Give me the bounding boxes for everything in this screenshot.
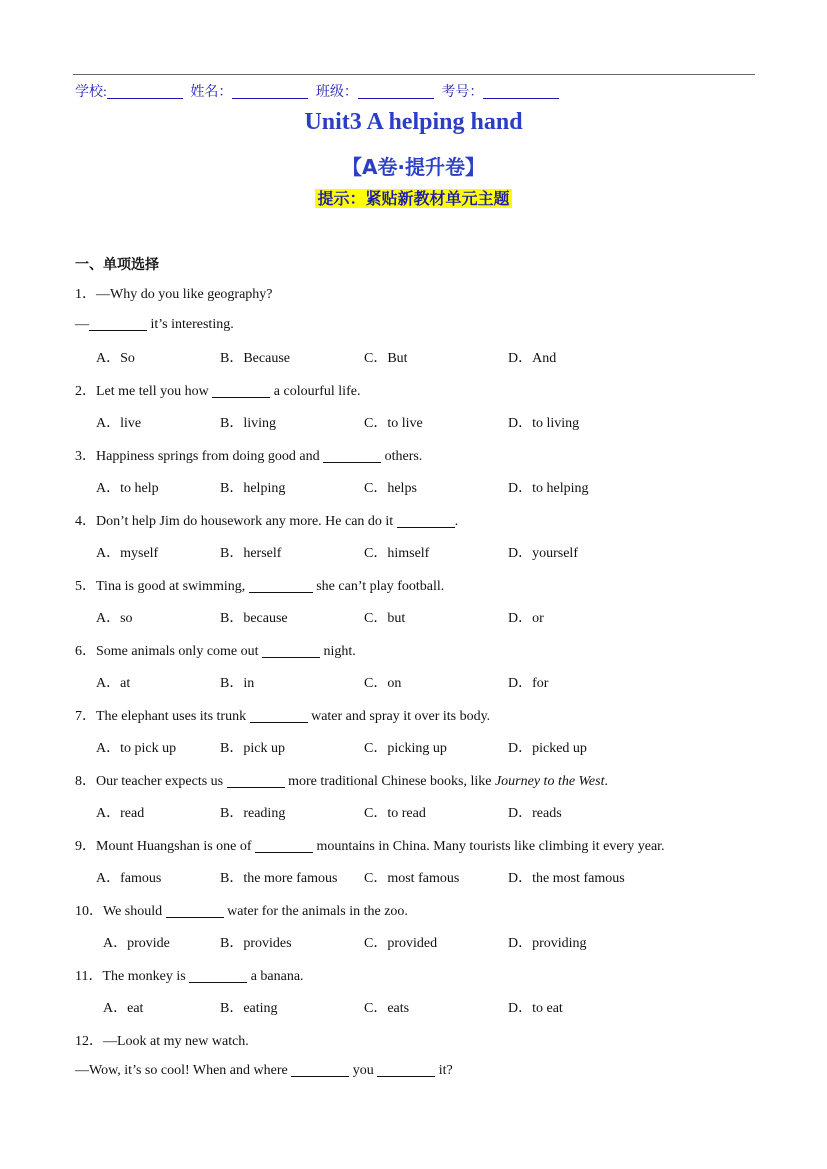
option-b[interactable]: B．in bbox=[220, 676, 255, 691]
question-number: 10． bbox=[75, 904, 103, 919]
option-d[interactable]: D．to living bbox=[508, 416, 580, 431]
question-text: water for the animals in the zoo. bbox=[223, 904, 408, 919]
question-text: you bbox=[349, 1063, 378, 1078]
answer-blank[interactable] bbox=[227, 773, 285, 788]
answer-blank[interactable] bbox=[377, 1062, 435, 1077]
question-number: 8． bbox=[75, 774, 96, 789]
page-title: Unit3 A helping hand bbox=[304, 109, 523, 135]
option-c[interactable]: C．eats bbox=[364, 1001, 410, 1016]
option-b[interactable]: B．the more famous bbox=[220, 871, 338, 886]
exam-no-blank[interactable] bbox=[483, 84, 559, 99]
class-blank[interactable] bbox=[358, 84, 434, 99]
option-b[interactable]: B．herself bbox=[220, 546, 282, 561]
option-a[interactable]: A．read bbox=[96, 806, 145, 821]
question-text: — bbox=[75, 317, 89, 332]
question-text: it? bbox=[435, 1063, 453, 1078]
question-text: Tina is good at swimming, bbox=[96, 579, 249, 594]
student-info-line bbox=[75, 81, 563, 101]
option-b[interactable]: B．living bbox=[220, 416, 277, 431]
option-a[interactable]: A．So bbox=[96, 351, 135, 366]
option-b[interactable]: B．helping bbox=[220, 481, 286, 496]
page-subtitle: 【A卷·提升卷】 bbox=[341, 155, 486, 179]
question-number: 7． bbox=[75, 709, 96, 724]
option-c[interactable]: C．But bbox=[364, 351, 408, 366]
answer-blank[interactable] bbox=[249, 578, 313, 593]
option-c[interactable]: C．but bbox=[364, 611, 406, 626]
answer-blank[interactable] bbox=[291, 1062, 349, 1077]
option-d[interactable]: D．to eat bbox=[508, 1001, 563, 1016]
option-a[interactable]: A．eat bbox=[103, 1001, 144, 1016]
question-number: 6． bbox=[75, 644, 96, 659]
question-7 bbox=[75, 705, 490, 725]
option-a[interactable]: A．myself bbox=[96, 546, 159, 561]
option-d[interactable]: D．And bbox=[508, 351, 557, 366]
option-d[interactable]: D．for bbox=[508, 676, 549, 691]
option-a[interactable]: A．to pick up bbox=[96, 741, 177, 756]
option-d[interactable]: D．the most famous bbox=[508, 871, 625, 886]
question-1 bbox=[75, 283, 273, 303]
question-text: a banana. bbox=[247, 969, 304, 984]
question-6 bbox=[75, 640, 356, 660]
question-8 bbox=[75, 770, 608, 790]
option-c[interactable]: C．to live bbox=[364, 416, 423, 431]
question-10 bbox=[75, 900, 408, 920]
question-text: Some animals only come out bbox=[96, 644, 263, 659]
question-2 bbox=[75, 380, 360, 400]
option-a[interactable]: A．so bbox=[96, 611, 133, 626]
option-c[interactable]: C．on bbox=[364, 676, 402, 691]
question-5 bbox=[75, 575, 444, 595]
answer-blank[interactable] bbox=[262, 643, 320, 658]
question-text: . bbox=[454, 514, 459, 529]
question-text: night. bbox=[320, 644, 356, 659]
option-c[interactable]: C．provided bbox=[364, 936, 438, 951]
question-text: Mount Huangshan is one of bbox=[96, 839, 256, 854]
question-number: 2． bbox=[75, 384, 96, 399]
answer-blank[interactable] bbox=[255, 838, 313, 853]
question-12 bbox=[75, 1030, 249, 1050]
question-text: mountains in China. Many tourists like climbing it every year. bbox=[313, 839, 665, 854]
option-b[interactable]: B．because bbox=[220, 611, 288, 626]
option-d[interactable]: D．or bbox=[508, 611, 544, 626]
question-text: water and spray it over its body. bbox=[307, 709, 491, 724]
question-text: The monkey is bbox=[102, 969, 190, 984]
option-c[interactable]: C．helps bbox=[364, 481, 417, 496]
option-c[interactable]: C．to read bbox=[364, 806, 426, 821]
option-a[interactable]: A．live bbox=[96, 416, 142, 431]
option-b[interactable]: B．reading bbox=[220, 806, 286, 821]
hint-banner bbox=[0, 186, 827, 209]
question-text: . bbox=[604, 774, 608, 789]
option-d[interactable]: D．picked up bbox=[508, 741, 587, 756]
question-text: Happiness springs from doing good and bbox=[96, 449, 324, 464]
question-text: a colourful life. bbox=[270, 384, 361, 399]
question-number: 12． bbox=[75, 1034, 103, 1049]
question-text: others. bbox=[381, 449, 423, 464]
question-text: —Look at my new watch. bbox=[103, 1034, 249, 1049]
answer-blank[interactable] bbox=[250, 708, 308, 723]
answer-blank[interactable] bbox=[189, 968, 247, 983]
option-c[interactable]: C．picking up bbox=[364, 741, 447, 756]
question-text: Let me tell you how bbox=[96, 384, 213, 399]
exam-no-label: 考号： bbox=[441, 85, 484, 100]
school-label: 学校: bbox=[75, 85, 107, 100]
question-text: We should bbox=[103, 904, 166, 919]
question-text: more traditional Chinese books, like bbox=[284, 774, 495, 789]
book-title: Journey to the West bbox=[494, 774, 605, 789]
question-number: 5． bbox=[75, 579, 96, 594]
option-d[interactable]: D．to helping bbox=[508, 481, 589, 496]
question-text: The elephant uses its trunk bbox=[96, 709, 250, 724]
school-blank[interactable] bbox=[107, 84, 183, 99]
answer-blank[interactable] bbox=[323, 448, 381, 463]
option-b[interactable]: B．provides bbox=[220, 936, 292, 951]
question-11 bbox=[75, 965, 304, 985]
option-a[interactable]: A．famous bbox=[96, 871, 162, 886]
name-blank[interactable] bbox=[232, 84, 308, 99]
option-b[interactable]: B．pick up bbox=[220, 741, 285, 756]
answer-blank[interactable] bbox=[212, 383, 270, 398]
option-c[interactable]: C．himself bbox=[364, 546, 430, 561]
option-a[interactable]: A．provide bbox=[103, 936, 170, 951]
question-4 bbox=[75, 510, 458, 530]
question-text: Don’t help Jim do housework any more. He can do it bbox=[96, 514, 397, 529]
question-number: 11． bbox=[75, 969, 103, 984]
option-a[interactable]: A．at bbox=[96, 676, 131, 691]
class-label: 班级： bbox=[315, 85, 358, 100]
question-text: —Wow, it’s so cool! When and where bbox=[75, 1063, 292, 1078]
question-number: 4． bbox=[75, 514, 96, 529]
question-number: 9． bbox=[75, 839, 96, 854]
question-number: 3． bbox=[75, 449, 96, 464]
option-a[interactable]: A．to help bbox=[96, 481, 159, 496]
question-number: 1． bbox=[75, 287, 96, 302]
header-rule bbox=[73, 74, 755, 75]
option-d[interactable]: D．yourself bbox=[508, 546, 578, 561]
question-9 bbox=[75, 835, 665, 855]
question-text: Our teacher expects us bbox=[96, 774, 227, 789]
option-b[interactable]: B．eating bbox=[220, 1001, 278, 1016]
section-title: 一、单项选择 bbox=[75, 257, 159, 273]
question-12-answer-line bbox=[75, 1062, 453, 1079]
name-label: 姓名： bbox=[190, 85, 233, 100]
question-text: she can’t play football. bbox=[312, 579, 445, 594]
question-1-answer-line bbox=[75, 316, 234, 333]
question-text: —Why do you like geography? bbox=[96, 287, 273, 302]
option-c[interactable]: C．most famous bbox=[364, 871, 460, 886]
answer-blank[interactable] bbox=[89, 316, 147, 331]
option-d[interactable]: D．reads bbox=[508, 806, 562, 821]
answer-blank[interactable] bbox=[166, 903, 224, 918]
question-3 bbox=[75, 445, 422, 465]
question-text: it’s interesting. bbox=[147, 317, 234, 332]
hint-text: 提示：紧贴新教材单元主题 bbox=[317, 189, 510, 208]
option-b[interactable]: B．Because bbox=[220, 351, 290, 366]
answer-blank[interactable] bbox=[397, 513, 455, 528]
option-d[interactable]: D．providing bbox=[508, 936, 587, 951]
